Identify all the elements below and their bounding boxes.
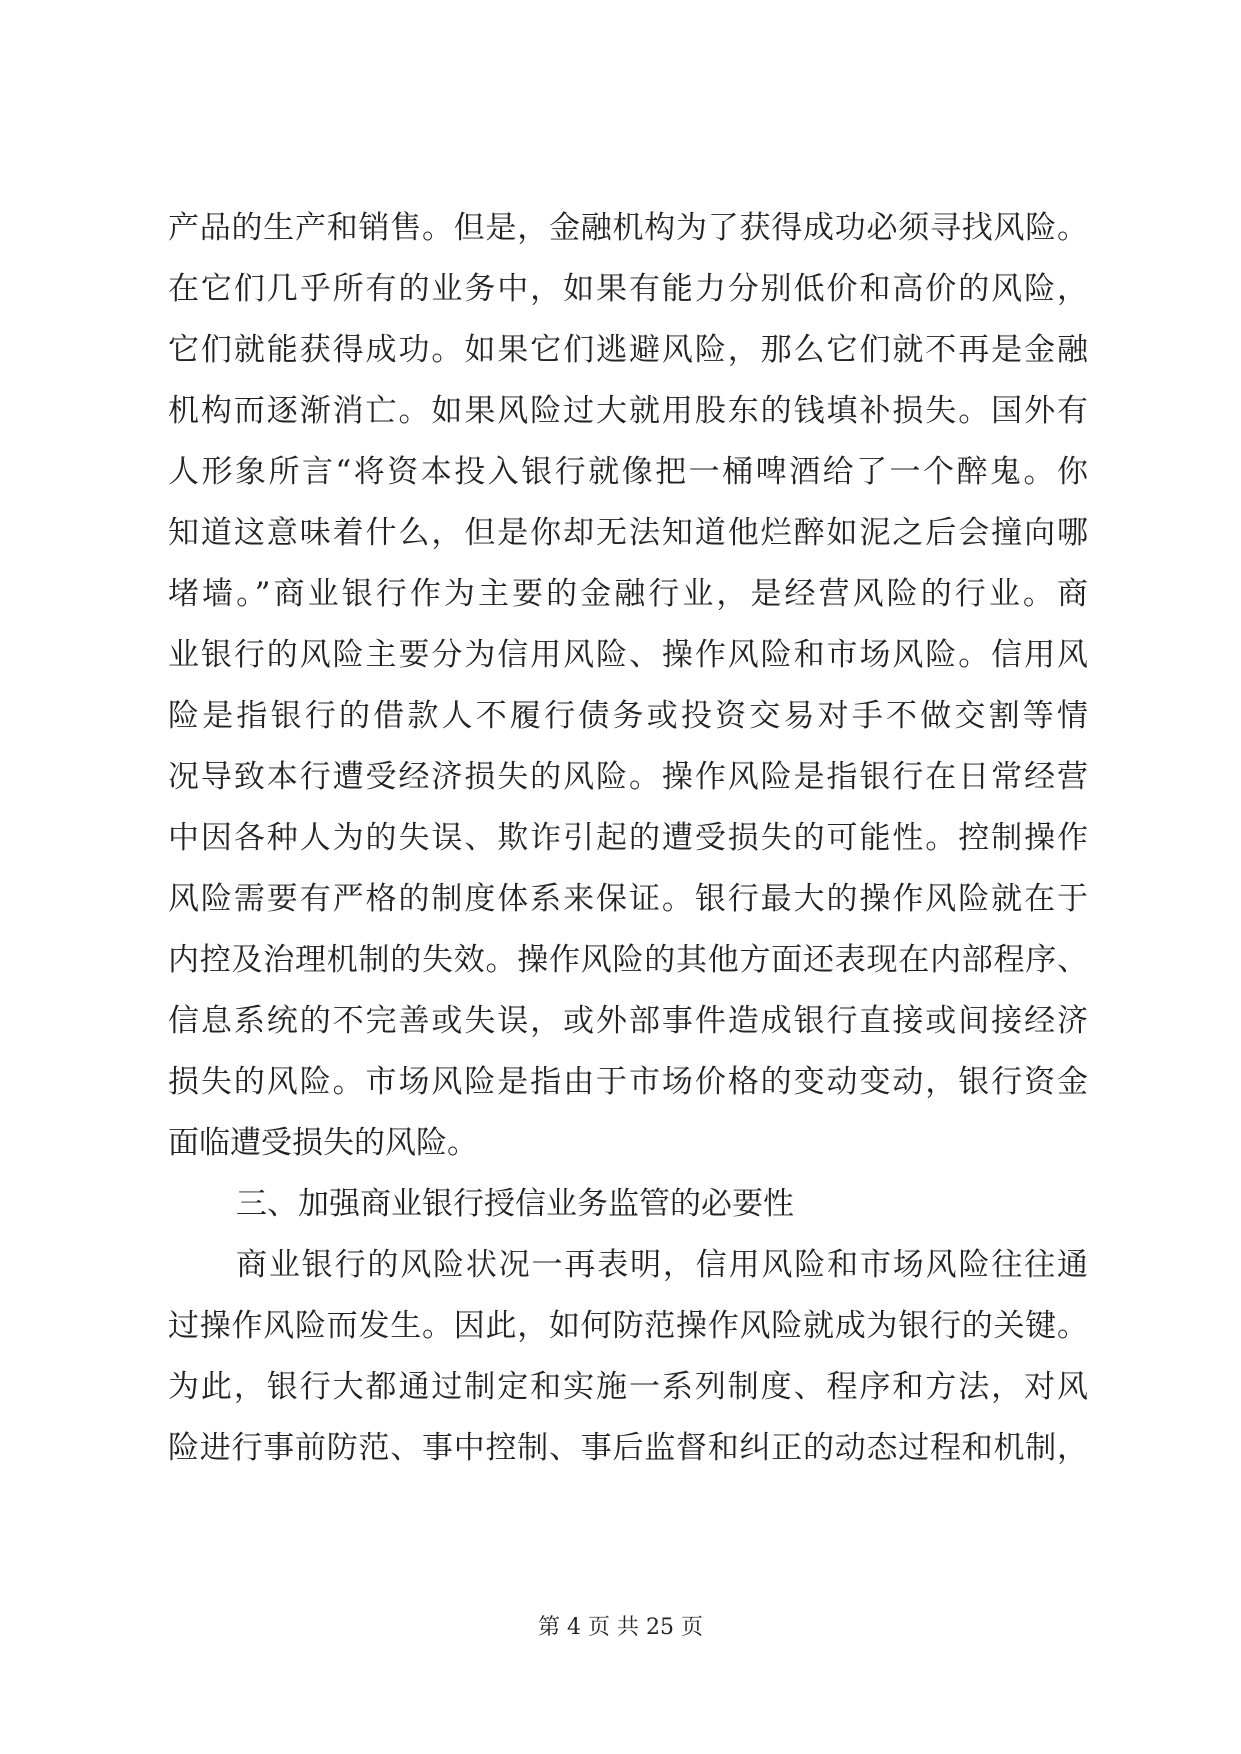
- text-line: 机构而逐渐消亡。如果风险过大就用股东的钱填补损失。国外有: [168, 393, 1088, 429]
- text-line: 中因各种人为的失误、欺诈引起的遭受损失的可能性。控制操作: [168, 820, 1088, 856]
- text-line: 商业银行的风险状况一再表明，信用风险和市场风险往往通: [236, 1247, 1088, 1283]
- text-line: 为此，银行大都通过制定和实施一系列制度、程序和方法，对风: [168, 1369, 1088, 1405]
- text-line: 内控及治理机制的失效。操作风险的其他方面还表现在内部程序、: [168, 942, 1088, 978]
- text-line: 它们就能获得成功。如果它们逃避风险，那么它们就不再是金融: [168, 332, 1088, 368]
- text-line: 面临遭受损失的风险。: [168, 1125, 478, 1161]
- text-line: 过操作风险而发生。因此，如何防范操作风险就成为银行的关键。: [168, 1308, 1088, 1344]
- text-line: 况导致本行遭受经济损失的风险。操作风险是指银行在日常经营: [168, 759, 1088, 795]
- text-line: 信息系统的不完善或失误，或外部事件造成银行直接或间接经济: [168, 1003, 1088, 1039]
- text-line: 人形象所言“将资本投入银行就像把一桶啤酒给了一个醉鬼。你: [168, 454, 1088, 490]
- page-footer: 第 4 页 共 25 页: [538, 1615, 703, 1640]
- text-line: 险进行事前防范、事中控制、事后监督和纠正的动态过程和机制，: [168, 1430, 1088, 1466]
- text-line: 风险需要有严格的制度体系来保证。银行最大的操作风险就在于: [168, 881, 1088, 917]
- text-line: 险是指银行的借款人不履行债务或投资交易对手不做交割等情: [168, 698, 1088, 734]
- text-line: 知道这意味着什么，但是你却无法知道他烂醉如泥之后会撞向哪: [168, 515, 1088, 551]
- text-line: 堵墙。”商业银行作为主要的金融行业，是经营风险的行业。商: [168, 576, 1088, 612]
- section-heading: 三、加强商业银行授信业务监管的必要性: [236, 1186, 794, 1222]
- text-line: 损失的风险。市场风险是指由于市场价格的变动变动，银行资金: [168, 1064, 1088, 1100]
- text-line: 在它们几乎所有的业务中，如果有能力分别低价和高价的风险，: [168, 271, 1088, 307]
- body-text: [168, 198, 1088, 1479]
- text-line: 业银行的风险主要分为信用风险、操作风险和市场风险。信用风: [168, 637, 1088, 673]
- text-line: 产品的生产和销售。但是，金融机构为了获得成功必须寻找风险。: [168, 210, 1088, 246]
